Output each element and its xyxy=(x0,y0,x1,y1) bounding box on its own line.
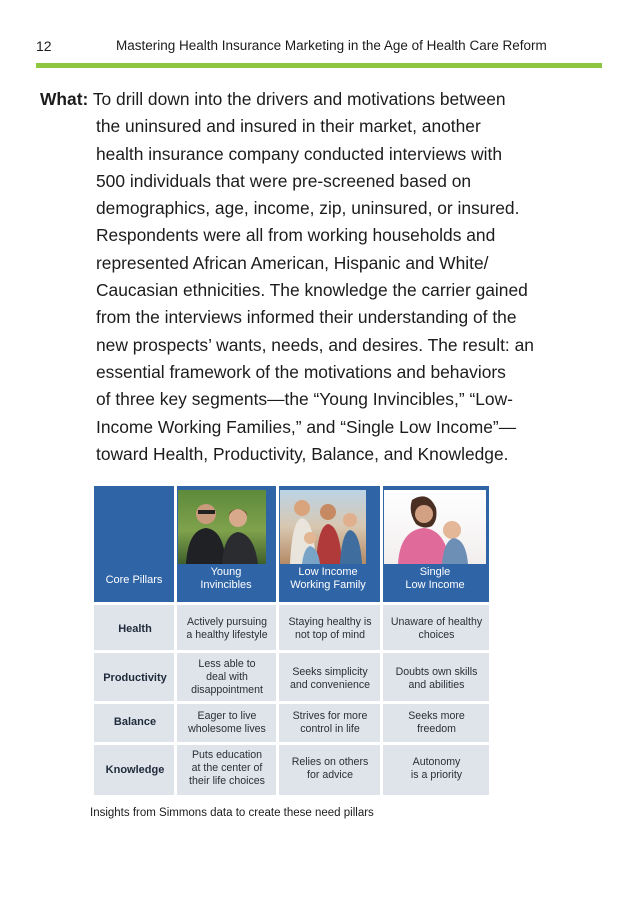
row-label-knowledge: Knowledge xyxy=(105,764,165,776)
body-line: essential framework of the motivations and behaviors xyxy=(96,361,506,382)
cell-knowledge-single xyxy=(384,756,489,782)
body-line: demographics, age, income, zip, uninsured, or insured. xyxy=(96,198,520,219)
cell-line: Seeks simplicity xyxy=(292,666,368,678)
row-divider xyxy=(94,602,489,605)
cell-balance-family xyxy=(280,710,380,736)
cell-knowledge-family xyxy=(280,756,380,782)
body-line: 500 individuals that were pre-screened based on xyxy=(96,170,472,191)
cell-line: Less able to xyxy=(198,658,256,670)
cell-health-family xyxy=(280,616,380,642)
cell-health-young xyxy=(178,616,276,642)
body-line: health insurance company conducted interviews with xyxy=(96,143,503,164)
cell-health-single xyxy=(384,616,489,642)
cell-productivity-single xyxy=(384,666,489,692)
young-invincibles-photo xyxy=(178,490,266,564)
cell-line: deal with xyxy=(206,671,248,683)
cell-line: Doubts own skills xyxy=(395,666,478,678)
body-line: Income Working Families,” and “Single Low Income”— xyxy=(96,416,517,437)
cell-balance-young xyxy=(178,710,276,736)
column-head-young-invincibles xyxy=(176,566,276,592)
column-head-line: Single xyxy=(419,566,451,578)
cell-line: for advice xyxy=(307,769,353,781)
page-number: 12 xyxy=(36,38,52,54)
running-title: Mastering Health Insurance Marketing in the Age of Health Care Reform xyxy=(116,38,547,53)
cell-line: is a priority xyxy=(410,769,463,781)
body-paragraph xyxy=(40,86,600,468)
cell-line: their life choices xyxy=(189,775,265,787)
what-label: What: xyxy=(40,89,89,109)
cell-line: and convenience xyxy=(289,679,371,691)
cell-line: Staying healthy is xyxy=(288,616,372,628)
single-low-income-photo xyxy=(384,490,486,564)
cell-line: Seeks more xyxy=(408,710,465,722)
body-line: Caucasian ethnicities. The knowledge the carrier gained xyxy=(96,280,528,301)
body-line-text: To drill down into the drivers and motivations between xyxy=(92,89,506,109)
cell-line: Strives for more xyxy=(292,710,368,722)
row-label-balance: Balance xyxy=(113,716,157,728)
header-rule xyxy=(36,63,602,68)
column-head-single-low-income xyxy=(382,566,488,592)
cell-line: and abilities xyxy=(408,679,465,691)
cell-line: Puts education xyxy=(191,749,263,761)
column-head-line: Young xyxy=(210,566,242,578)
body-line xyxy=(40,86,600,113)
cell-line: choices xyxy=(418,629,455,641)
low-income-working-family-photo xyxy=(280,490,366,564)
row-label-health: Health xyxy=(118,623,152,635)
body-line: Respondents were all from working households and xyxy=(96,225,496,246)
column-head-line: Invincibles xyxy=(200,579,252,591)
body-line: toward Health, Productivity, Balance, and Knowledge. xyxy=(96,443,509,464)
cell-line: Actively pursuing xyxy=(186,616,268,628)
need-pillars-figure xyxy=(94,486,489,795)
cell-productivity-family xyxy=(280,666,380,692)
column-divider xyxy=(174,486,177,795)
cell-line: Autonomy xyxy=(412,756,461,768)
running-header xyxy=(36,38,602,58)
column-divider xyxy=(380,486,383,795)
cell-line: not top of mind xyxy=(294,629,366,641)
row-divider xyxy=(94,701,489,704)
cell-line: freedom xyxy=(417,723,456,735)
cell-line: disappointment xyxy=(191,684,263,696)
column-divider xyxy=(276,486,279,795)
cell-line: at the center of xyxy=(191,762,263,774)
figure-caption: Insights from Simmons data to create these need pillars xyxy=(90,807,374,819)
body-line: the uninsured and insured in their market, another xyxy=(96,116,481,137)
cell-line: wholesome lives xyxy=(188,723,266,735)
column-head-low-income-working-family xyxy=(278,566,378,592)
cell-balance-single xyxy=(384,710,489,736)
column-head-line: Low Income xyxy=(298,566,358,578)
row-divider xyxy=(94,742,489,745)
cell-line: a healthy lifestyle xyxy=(186,629,268,641)
column-head-line: Low Income xyxy=(405,579,465,591)
cell-line: Unaware of healthy xyxy=(390,616,483,628)
column-head-line: Working Family xyxy=(290,579,366,591)
core-pillars-header: Core Pillars xyxy=(105,574,163,586)
row-divider xyxy=(94,650,489,653)
body-line: represented African American, Hispanic and White/ xyxy=(96,252,489,273)
cell-knowledge-young xyxy=(178,749,276,788)
cell-productivity-young xyxy=(178,658,276,697)
row-label-productivity: Productivity xyxy=(103,672,167,684)
cell-line: Eager to live xyxy=(197,710,257,722)
body-line: from the interviews informed their understanding of the xyxy=(96,307,517,328)
body-line: of three key segments—the “Young Invincibles,” “Low- xyxy=(96,389,513,410)
cell-line: control in life xyxy=(300,723,360,735)
body-line: new prospects’ wants, needs, and desires. The result: an xyxy=(96,334,534,355)
cell-line: Relies on others xyxy=(291,756,369,768)
